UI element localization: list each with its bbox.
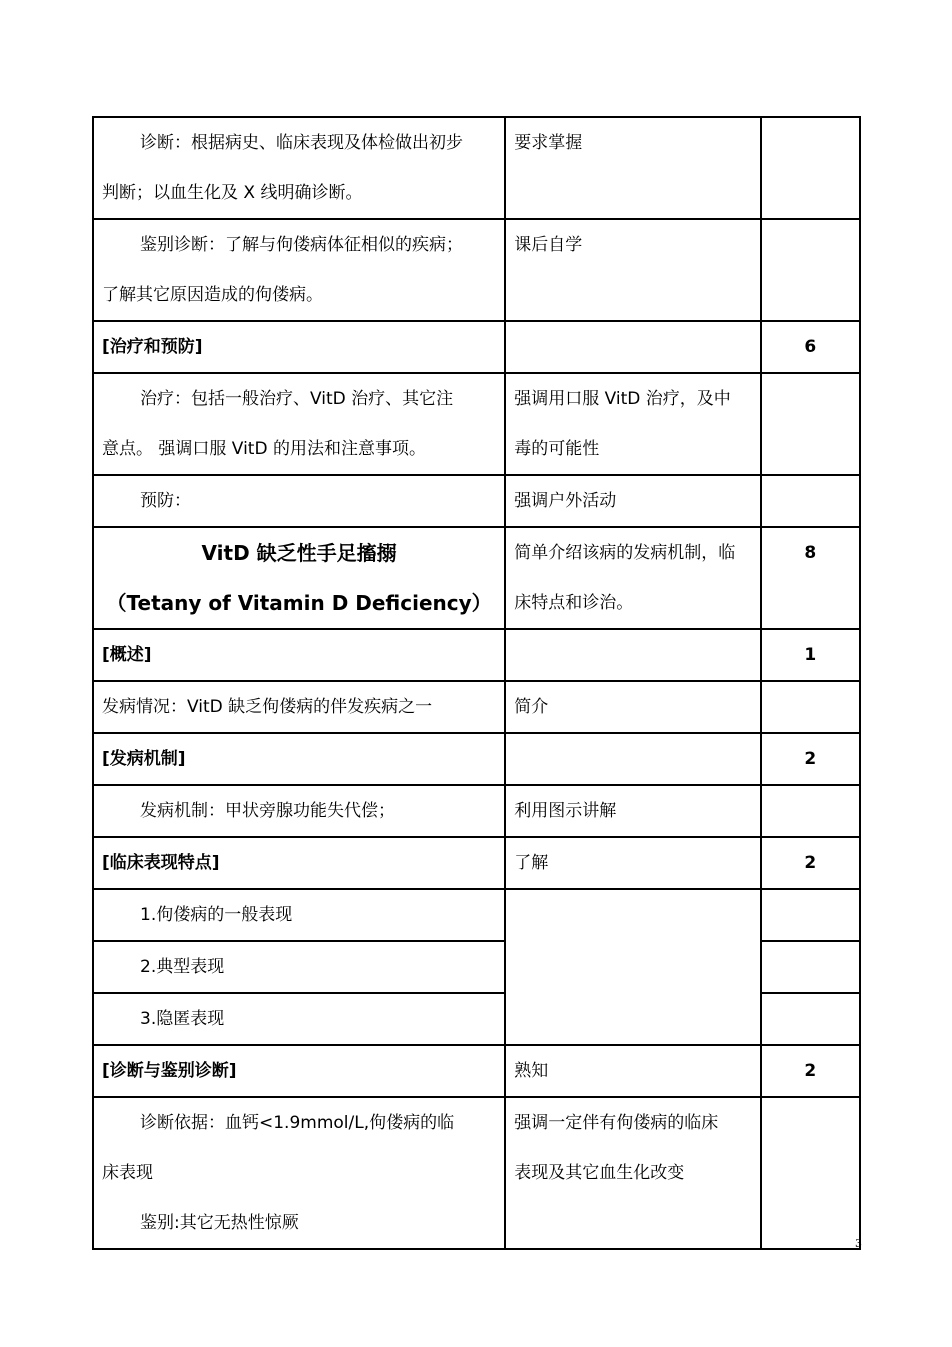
content-cell [93, 785, 505, 837]
cell-text: 强调一定伴有佝偻病的临床 [514, 1113, 719, 1133]
cell-text: 简单介绍该病的发病机制，临 [514, 543, 736, 563]
requirement-cell [505, 785, 760, 837]
hours-cell: 1 [761, 629, 860, 681]
requirement-cell [505, 219, 760, 321]
hours-cell [761, 1097, 860, 1249]
chapter-title-cell [93, 527, 505, 629]
hours-cell [761, 889, 860, 941]
requirement-cell [505, 117, 760, 219]
cell-text: 床表现 [102, 1163, 153, 1183]
hours-cell: 6 [761, 321, 860, 373]
hours-cell: 2 [761, 1045, 860, 1097]
content-cell [93, 941, 505, 993]
requirement-cell [505, 1097, 760, 1249]
cell-text: 治疗：包括一般治疗、VitD 治疗、其它注 [140, 389, 454, 409]
requirement-cell [505, 475, 760, 527]
cell-text: 鉴别诊断：了解与佝偻病体征相似的疾病； [140, 235, 463, 255]
table-row [93, 1045, 860, 1097]
cell-text: 利用图示讲解 [514, 801, 617, 821]
cell-text: 诊断：根据病史、临床表现及体检做出初步 [140, 133, 463, 153]
content-cell [93, 993, 505, 1045]
requirement-cell: 了解 [505, 837, 760, 889]
hours-cell [761, 993, 860, 1045]
hours-cell [761, 941, 860, 993]
table-row [93, 117, 860, 219]
requirement-cell-merged [505, 889, 760, 1045]
cell-text: 1.佝偻病的一般表现 [140, 905, 293, 925]
cell-text: 表现及其它血生化改变 [514, 1163, 685, 1183]
content-cell [93, 889, 505, 941]
requirement-cell [505, 629, 760, 681]
table-row [93, 681, 860, 733]
section-heading: [概述] [93, 629, 505, 681]
cell-text: 2.典型表现 [140, 957, 225, 977]
requirement-cell [505, 321, 760, 373]
section-heading: [临床表现特点] [93, 837, 505, 889]
hours-cell [761, 117, 860, 219]
requirement-cell [505, 681, 760, 733]
cell-text: 床特点和诊治。 [514, 593, 634, 613]
content-cell [93, 475, 505, 527]
cell-text: 判断；以血生化及 X 线明确诊断。 [102, 183, 363, 203]
table-row [93, 475, 860, 527]
cell-text: 了解其它原因造成的佝偻病。 [102, 285, 323, 305]
hours-cell [761, 373, 860, 475]
section-heading: [发病机制] [93, 733, 505, 785]
requirement-cell: 熟知 [505, 1045, 760, 1097]
page-number: 3 [855, 1237, 862, 1250]
hours-cell [761, 219, 860, 321]
cell-text: 鉴别:其它无热性惊厥 [140, 1213, 299, 1233]
cell-text: 强调户外活动 [514, 491, 617, 511]
content-cell [93, 219, 505, 321]
content-cell [93, 1097, 505, 1249]
table-row [93, 1097, 860, 1249]
requirement-cell [505, 527, 760, 629]
table-row [93, 527, 860, 629]
cell-text: 预防： [140, 491, 191, 511]
table-row [93, 889, 860, 941]
content-cell [93, 117, 505, 219]
syllabus-table [92, 116, 861, 1250]
cell-text: 3.隐匿表现 [140, 1009, 225, 1029]
hours-cell [761, 681, 860, 733]
table-row [93, 629, 860, 681]
requirement-cell [505, 733, 760, 785]
section-heading: [治疗和预防] [93, 321, 505, 373]
requirement-cell [505, 373, 760, 475]
cell-text: 意点。 强调口服 VitD 的用法和注意事项。 [102, 439, 426, 459]
section-heading: [诊断与鉴别诊断] [93, 1045, 505, 1097]
cell-text: 发病情况：VitD 缺乏佝偻病的伴发疾病之一 [102, 697, 433, 717]
cell-text: 简介 [514, 697, 549, 717]
hours-cell: 8 [761, 527, 860, 629]
table-row [93, 321, 860, 373]
cell-text: 课后自学 [514, 235, 583, 255]
content-cell [93, 681, 505, 733]
table-row [93, 373, 860, 475]
cell-text: 强调用口服 VitD 治疗，及中 [514, 389, 731, 409]
hours-cell: 2 [761, 837, 860, 889]
table-row [93, 219, 860, 321]
cell-text: 发病机制：甲状旁腺功能失代偿； [140, 801, 395, 821]
table-row [93, 785, 860, 837]
table-row [93, 837, 860, 889]
content-cell [93, 373, 505, 475]
chapter-title: VitD 缺乏性手足搐搦 [201, 541, 397, 565]
table-row [93, 733, 860, 785]
hours-cell [761, 785, 860, 837]
cell-text: 毒的可能性 [514, 439, 600, 459]
cell-text: 诊断依据：血钙<1.9mmol/L,佝偻病的临 [140, 1113, 455, 1133]
hours-cell: 2 [761, 733, 860, 785]
hours-cell [761, 475, 860, 527]
chapter-title-english: （Tetany of Vitamin D Deficiency） [106, 591, 492, 615]
cell-text: 要求掌握 [514, 133, 583, 153]
